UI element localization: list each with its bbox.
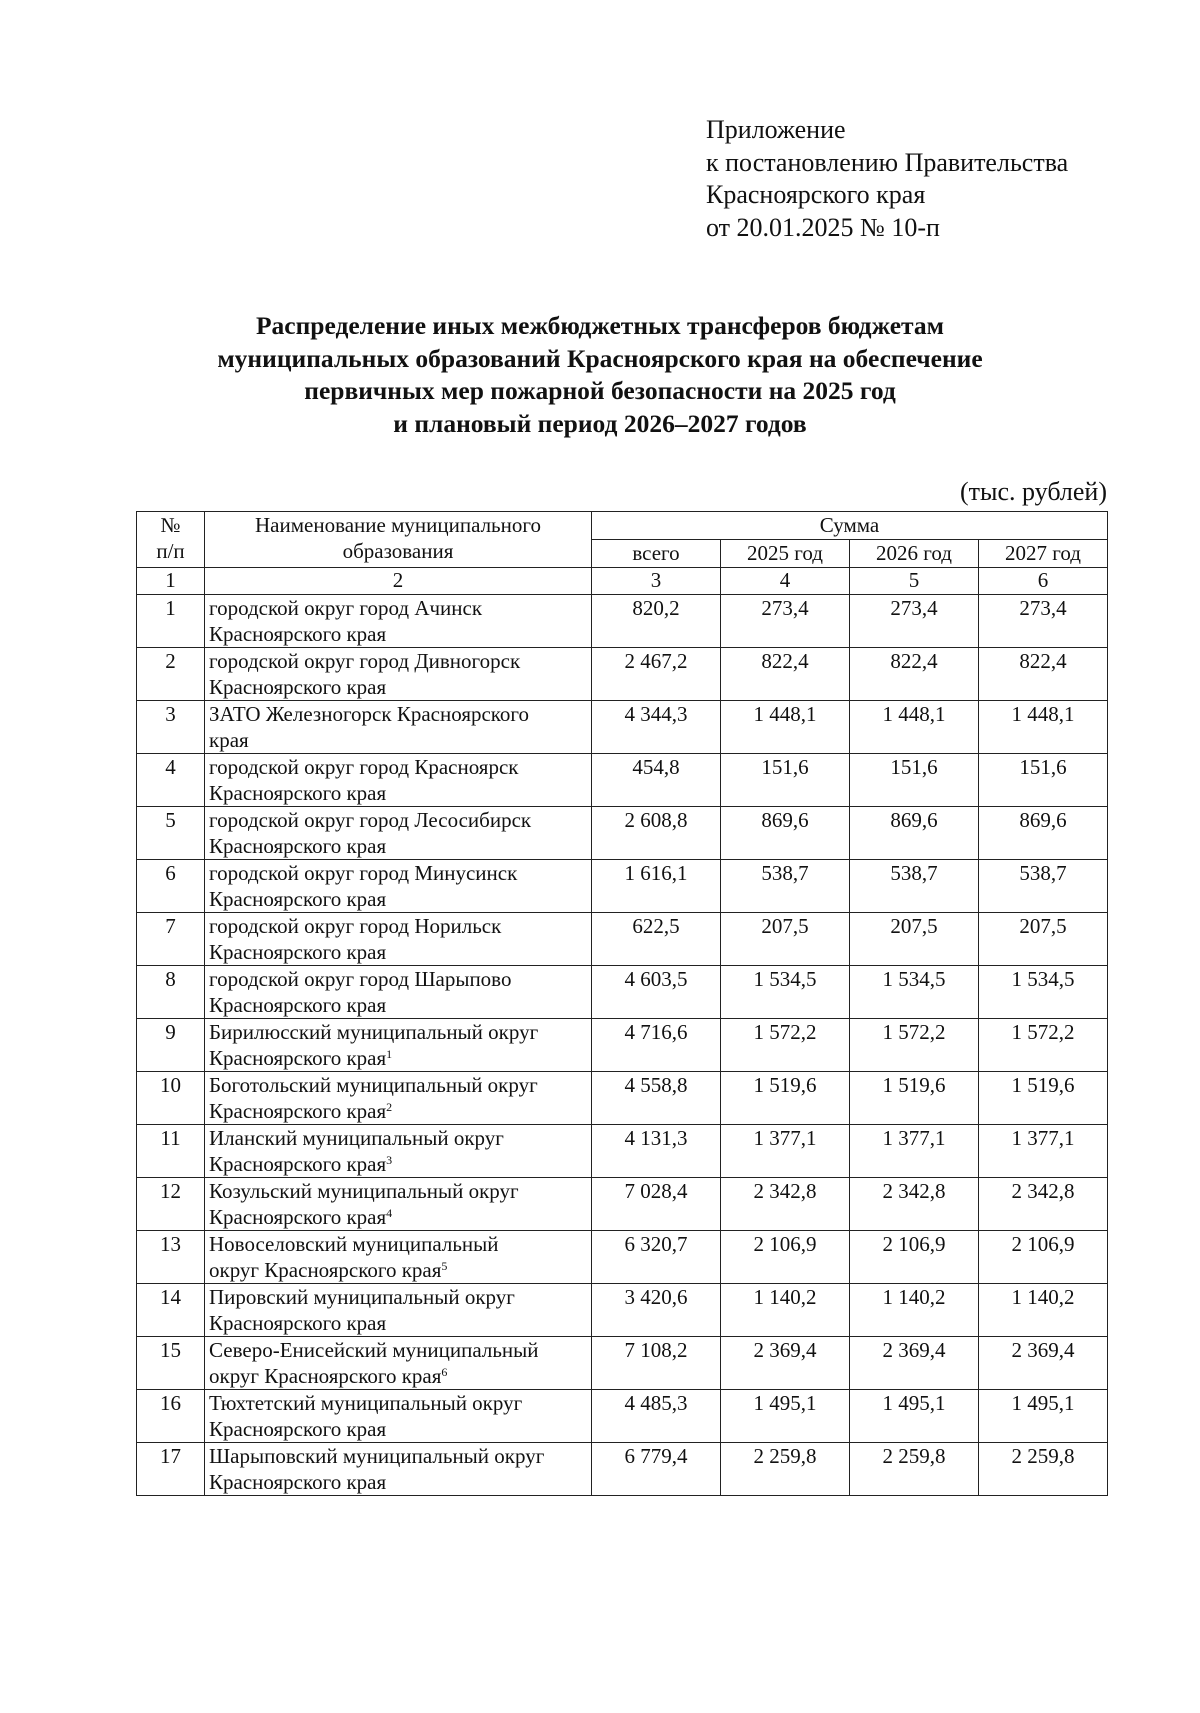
amount-2025: 151,6 xyxy=(721,754,850,807)
amount-2026: 207,5 xyxy=(850,913,979,966)
amount-2026: 2 259,8 xyxy=(850,1443,979,1496)
municipality-name xyxy=(205,1019,592,1072)
amount-2025: 1 448,1 xyxy=(721,701,850,754)
appendix-line: Приложение xyxy=(706,115,846,144)
table-row xyxy=(137,1284,1108,1337)
amount-total: 4 558,8 xyxy=(592,1072,721,1125)
title-line: и плановый период 2026–2027 годов xyxy=(393,408,807,438)
table-row xyxy=(137,860,1108,913)
footnote-marker: 4 xyxy=(386,1206,393,1220)
amount-total: 4 485,3 xyxy=(592,1390,721,1443)
municipality-name-line1: городской округ город Норильск xyxy=(209,914,502,938)
title-line: первичных мер пожарной безопасности на 2025 год xyxy=(304,376,896,405)
table-row xyxy=(137,701,1108,754)
amount-total: 4 603,5 xyxy=(592,966,721,1019)
municipality-name-line2: края xyxy=(209,728,249,752)
header-num xyxy=(137,512,205,568)
amount-total: 4 131,3 xyxy=(592,1125,721,1178)
amount-2025: 538,7 xyxy=(721,860,850,913)
amount-total: 3 420,6 xyxy=(592,1284,721,1337)
municipality-name-line2: Красноярского края xyxy=(209,1046,387,1070)
header-2027: 2027 год xyxy=(979,540,1108,568)
amount-2027: 2 259,8 xyxy=(979,1443,1108,1496)
amount-2025: 1 495,1 xyxy=(721,1390,850,1443)
municipality-name-line2: Красноярского края xyxy=(209,781,387,805)
row-number: 5 xyxy=(137,807,205,860)
column-index-cell: 3 xyxy=(592,568,721,595)
amount-2026: 151,6 xyxy=(850,754,979,807)
amount-total: 622,5 xyxy=(592,913,721,966)
amount-2025: 2 106,9 xyxy=(721,1231,850,1284)
row-number: 10 xyxy=(137,1072,205,1125)
table-row xyxy=(137,1337,1108,1390)
municipality-name-line2: Красноярского края xyxy=(209,993,387,1017)
appendix-line: Красноярского края xyxy=(706,180,926,209)
footnote-marker: 3 xyxy=(386,1153,393,1167)
amount-2027: 273,4 xyxy=(979,595,1108,648)
municipality-name-line1: Боготольский муниципальный округ xyxy=(209,1073,538,1097)
municipality-name xyxy=(205,807,592,860)
amount-2027: 151,6 xyxy=(979,754,1108,807)
municipality-name-line2: Красноярского края xyxy=(209,887,387,911)
municipality-name xyxy=(205,1284,592,1337)
municipality-name-line2: Красноярского края xyxy=(209,1152,387,1176)
table-row xyxy=(137,1019,1108,1072)
header-total: всего xyxy=(592,540,721,568)
amount-2025: 2 342,8 xyxy=(721,1178,850,1231)
amount-2026: 1 519,6 xyxy=(850,1072,979,1125)
row-number: 15 xyxy=(137,1337,205,1390)
amount-total: 820,2 xyxy=(592,595,721,648)
amount-2025: 822,4 xyxy=(721,648,850,701)
municipality-name-line1: городской округ город Шарыпово xyxy=(209,967,512,991)
table-row xyxy=(137,1072,1108,1125)
table-row xyxy=(137,1178,1108,1231)
municipality-name-line2: Красноярского края xyxy=(209,940,387,964)
amount-2025: 869,6 xyxy=(721,807,850,860)
table-row xyxy=(137,807,1108,860)
column-index-cell: 6 xyxy=(979,568,1108,595)
amount-2025: 1 572,2 xyxy=(721,1019,850,1072)
amount-2026: 2 369,4 xyxy=(850,1337,979,1390)
row-number: 8 xyxy=(137,966,205,1019)
amount-2025: 1 534,5 xyxy=(721,966,850,1019)
row-number: 4 xyxy=(137,754,205,807)
municipality-name xyxy=(205,1337,592,1390)
municipality-name-line2: Красноярского края xyxy=(209,1417,387,1441)
table-row xyxy=(137,913,1108,966)
amount-2025: 1 140,2 xyxy=(721,1284,850,1337)
row-number: 6 xyxy=(137,860,205,913)
amount-2027: 538,7 xyxy=(979,860,1108,913)
municipality-name-line2: Красноярского края xyxy=(209,1205,387,1229)
title-line: муниципальных образований Красноярского края на обеспечение xyxy=(217,343,983,373)
municipality-name-line1: городской округ город Минусинск xyxy=(209,861,518,885)
amount-2025: 207,5 xyxy=(721,913,850,966)
footnote-marker: 6 xyxy=(441,1365,448,1379)
amount-2027: 1 572,2 xyxy=(979,1019,1108,1072)
amount-2027: 822,4 xyxy=(979,648,1108,701)
row-number: 2 xyxy=(137,648,205,701)
amount-2027: 1 140,2 xyxy=(979,1284,1108,1337)
amount-2027: 1 377,1 xyxy=(979,1125,1108,1178)
table-row xyxy=(137,595,1108,648)
amount-2027: 1 534,5 xyxy=(979,966,1108,1019)
municipality-name xyxy=(205,1125,592,1178)
municipality-name xyxy=(205,1178,592,1231)
municipality-name-line2: Красноярского края xyxy=(209,675,387,699)
municipality-name-line1: городской округ город Лесосибирск xyxy=(209,808,532,832)
amount-total: 1 616,1 xyxy=(592,860,721,913)
municipality-name-line1: Северо-Енисейский муниципальный xyxy=(209,1338,539,1362)
amount-2025: 1 519,6 xyxy=(721,1072,850,1125)
amount-2026: 869,6 xyxy=(850,807,979,860)
table-row xyxy=(137,1443,1108,1496)
row-number: 16 xyxy=(137,1390,205,1443)
amount-2026: 2 106,9 xyxy=(850,1231,979,1284)
municipality-name xyxy=(205,595,592,648)
amount-2027: 1 448,1 xyxy=(979,701,1108,754)
amount-total: 6 320,7 xyxy=(592,1231,721,1284)
municipality-name-line1: городской округ город Красноярск xyxy=(209,755,519,779)
amount-2027: 2 369,4 xyxy=(979,1337,1108,1390)
amount-total: 2 608,8 xyxy=(592,807,721,860)
amount-total: 2 467,2 xyxy=(592,648,721,701)
transfers-table xyxy=(136,511,1108,1496)
table-row xyxy=(137,1125,1108,1178)
table-row xyxy=(137,966,1108,1019)
header-row-1 xyxy=(137,512,1108,540)
row-number: 9 xyxy=(137,1019,205,1072)
amount-2026: 1 495,1 xyxy=(850,1390,979,1443)
appendix-line: от 20.01.2025 № 10-п xyxy=(706,212,940,242)
row-number: 14 xyxy=(137,1284,205,1337)
amount-2026: 822,4 xyxy=(850,648,979,701)
header-2026: 2026 год xyxy=(850,540,979,568)
column-index-cell: 5 xyxy=(850,568,979,595)
municipality-name xyxy=(205,913,592,966)
amount-total: 4 716,6 xyxy=(592,1019,721,1072)
column-index-row xyxy=(137,568,1108,595)
amount-2026: 1 377,1 xyxy=(850,1125,979,1178)
column-index-cell: 1 xyxy=(137,568,205,595)
municipality-name-line1: Шарыповский муниципальный округ xyxy=(209,1444,545,1468)
table-row xyxy=(137,754,1108,807)
municipality-name-line1: Тюхтетский муниципальный округ xyxy=(209,1391,523,1415)
amount-2027: 207,5 xyxy=(979,913,1108,966)
header-name-line1: Наименование муниципального xyxy=(255,513,541,537)
header-name xyxy=(205,512,592,568)
municipality-name-line2: округ Красноярского края xyxy=(209,1364,442,1388)
municipality-name-line2: Красноярского края xyxy=(209,834,387,858)
amount-total: 7 028,4 xyxy=(592,1178,721,1231)
footnote-marker: 5 xyxy=(441,1259,448,1273)
document-title xyxy=(120,310,1080,440)
column-index-cell: 2 xyxy=(205,568,592,595)
amount-2027: 1 519,6 xyxy=(979,1072,1108,1125)
municipality-name-line2: Красноярского края xyxy=(209,1099,387,1123)
footnote-marker: 2 xyxy=(386,1100,393,1114)
amount-total: 454,8 xyxy=(592,754,721,807)
header-num-line1: № xyxy=(160,513,181,537)
municipality-name xyxy=(205,1231,592,1284)
amount-2027: 2 342,8 xyxy=(979,1178,1108,1231)
amount-total: 4 344,3 xyxy=(592,701,721,754)
header-2025: 2025 год xyxy=(721,540,850,568)
amount-2027: 2 106,9 xyxy=(979,1231,1108,1284)
amount-2025: 2 369,4 xyxy=(721,1337,850,1390)
units-label: (тыс. рублей) xyxy=(959,477,1107,506)
amount-2025: 1 377,1 xyxy=(721,1125,850,1178)
municipality-name-line1: городской округ город Дивногорск xyxy=(209,649,521,673)
table-row xyxy=(137,1231,1108,1284)
amount-2026: 1 140,2 xyxy=(850,1284,979,1337)
municipality-name-line2: Красноярского края xyxy=(209,1470,387,1494)
municipality-name-line1: Новоселовский муниципальный xyxy=(209,1232,499,1256)
column-index-cell: 4 xyxy=(721,568,850,595)
row-number: 7 xyxy=(137,913,205,966)
municipality-name xyxy=(205,1390,592,1443)
amount-2027: 1 495,1 xyxy=(979,1390,1108,1443)
row-number: 1 xyxy=(137,595,205,648)
appendix-block xyxy=(706,114,1068,244)
municipality-name xyxy=(205,1443,592,1496)
amount-2026: 273,4 xyxy=(850,595,979,648)
appendix-line: к постановлению Правительства xyxy=(706,147,1069,177)
title-line: Распределение иных межбюджетных трансферов бюджетам xyxy=(255,311,945,340)
municipality-name xyxy=(205,648,592,701)
municipality-name-line2: Красноярского края xyxy=(209,1311,387,1335)
municipality-name-line1: Козульский муниципальный округ xyxy=(209,1179,519,1203)
municipality-name-line1: Иланский муниципальный округ xyxy=(209,1126,504,1150)
municipality-name-line1: городской округ город Ачинск xyxy=(209,596,483,620)
municipality-name-line2: округ Красноярского края xyxy=(209,1258,442,1282)
header-num-line2: п/п xyxy=(156,539,185,563)
amount-2026: 1 448,1 xyxy=(850,701,979,754)
municipality-name xyxy=(205,860,592,913)
amount-total: 6 779,4 xyxy=(592,1443,721,1496)
amount-2026: 1 534,5 xyxy=(850,966,979,1019)
amount-2026: 2 342,8 xyxy=(850,1178,979,1231)
header-sum: Сумма xyxy=(592,512,1108,540)
amount-2027: 869,6 xyxy=(979,807,1108,860)
municipality-name xyxy=(205,966,592,1019)
header-name-line2: образования xyxy=(342,539,454,563)
amount-total: 7 108,2 xyxy=(592,1337,721,1390)
row-number: 11 xyxy=(137,1125,205,1178)
footnote-marker: 1 xyxy=(386,1047,393,1061)
table-row xyxy=(137,648,1108,701)
row-number: 3 xyxy=(137,701,205,754)
municipality-name-line1: ЗАТО Железногорск Красноярского xyxy=(209,702,530,726)
amount-2025: 273,4 xyxy=(721,595,850,648)
municipality-name xyxy=(205,1072,592,1125)
amount-2025: 2 259,8 xyxy=(721,1443,850,1496)
amount-2026: 1 572,2 xyxy=(850,1019,979,1072)
table-row xyxy=(137,1390,1108,1443)
municipality-name-line2: Красноярского края xyxy=(209,622,387,646)
row-number: 12 xyxy=(137,1178,205,1231)
row-number: 13 xyxy=(137,1231,205,1284)
municipality-name-line1: Бирилюсский муниципальный округ xyxy=(209,1020,539,1044)
municipality-name xyxy=(205,701,592,754)
amount-2026: 538,7 xyxy=(850,860,979,913)
row-number: 17 xyxy=(137,1443,205,1496)
municipality-name-line1: Пировский муниципальный округ xyxy=(209,1285,515,1309)
municipality-name xyxy=(205,754,592,807)
